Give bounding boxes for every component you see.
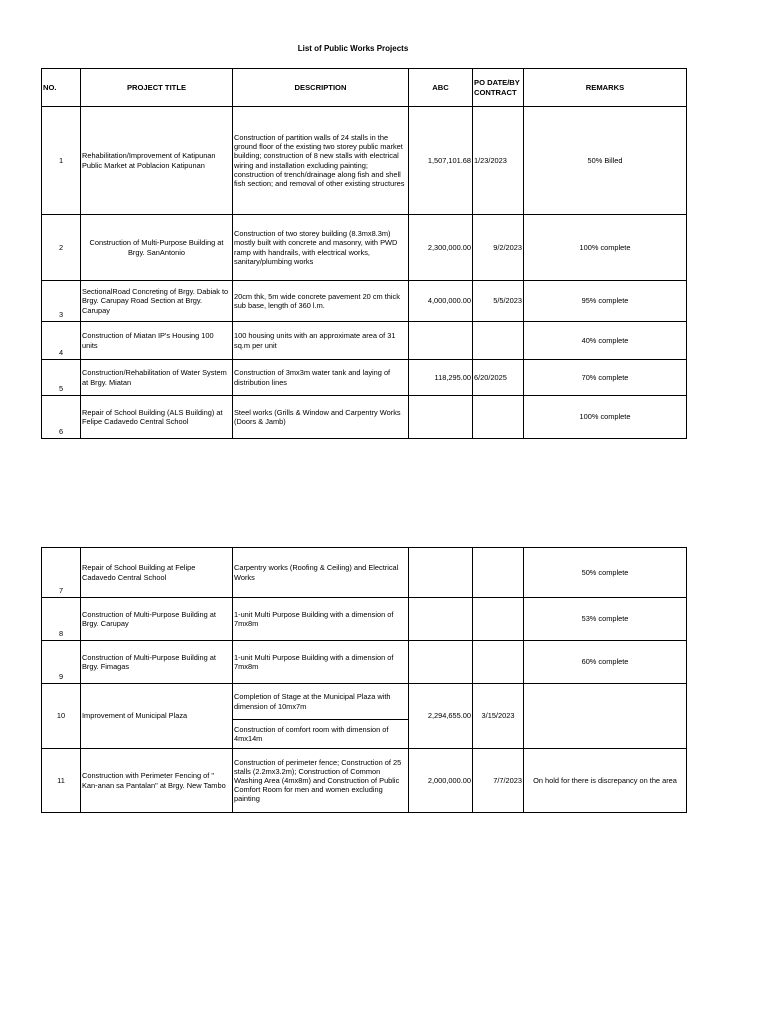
project-title: Construction of Miatan IP's Housing 100 units [81, 322, 233, 360]
header-remarks: REMARKS [524, 69, 687, 107]
project-abc [409, 548, 473, 598]
header-no: NO. [42, 69, 81, 107]
project-description: 1-unit Multi Purpose Building with a dimension of 7mx8m [233, 641, 409, 684]
table-row [42, 641, 687, 684]
project-title: Construction/Rehabilitation of Water System at Brgy. Miatan [81, 360, 233, 396]
projects-table-page-1 [41, 68, 687, 439]
table-row [42, 749, 687, 813]
project-remarks: 53% complete [524, 598, 687, 641]
project-title: Construction of Multi-Purpose Building at Brgy. SanAntonio [81, 215, 233, 281]
project-title: Rehabilitation/Improvement of Katipunan Public Market at Poblacion Katipunan [81, 107, 233, 215]
row-number: 10 [42, 684, 81, 749]
project-abc: 118,295.00 [409, 360, 473, 396]
table-row [42, 396, 687, 439]
project-abc [409, 322, 473, 360]
project-remarks: 100% complete [524, 215, 687, 281]
project-date [473, 641, 524, 684]
row-number: 9 [42, 641, 81, 684]
project-title: Repair of School Building at Felipe Cadavedo Central School [81, 548, 233, 598]
table-row [42, 322, 687, 360]
project-remarks: 100% complete [524, 396, 687, 439]
project-abc [409, 598, 473, 641]
project-date [473, 396, 524, 439]
project-date: 9/2/2023 [473, 215, 524, 281]
table-row [42, 684, 687, 720]
project-description: Construction of two storey building (8.3mx8.3m) mostly built with concrete and masonry, with PWD ramp with handrails, with electrical works, sanitary/plumbing works [233, 215, 409, 281]
project-remarks: 40% complete [524, 322, 687, 360]
row-number: 6 [42, 396, 81, 439]
project-title: Construction of Multi-Purpose Building at Brgy. Fimagas [81, 641, 233, 684]
project-date: 6/20/2025 [473, 360, 524, 396]
header-description: DESCRIPTION [233, 69, 409, 107]
table-row [42, 107, 687, 215]
row-number: 1 [42, 107, 81, 215]
project-date [473, 598, 524, 641]
project-title: Construction of Multi-Purpose Building at Brgy. Carupay [81, 598, 233, 641]
table-row [42, 215, 687, 281]
project-abc: 4,000,000.00 [409, 281, 473, 322]
project-title: Construction with Perimeter Fencing of " Kan-anan sa Pantalan" at Brgy. New Tambo [81, 749, 233, 813]
project-description: 100 housing units with an approximate area of 31 sq.m per unit [233, 322, 409, 360]
project-date [473, 322, 524, 360]
project-date: 5/5/2023 [473, 281, 524, 322]
row-number: 3 [42, 281, 81, 322]
row-number: 2 [42, 215, 81, 281]
project-abc [409, 641, 473, 684]
project-title: Repair of School Building (ALS Building) at Felipe Cadavedo Central School [81, 396, 233, 439]
project-description: Construction of partition walls of 24 stalls in the ground floor of the existing two storey public market building; construction of 8 new stalls with electrical wiring and installation excluding painting; construction of trench/drainage along fish and shell fish section; and removal of other existing structures [233, 107, 409, 215]
row-number: 4 [42, 322, 81, 360]
project-abc: 1,507,101.68 [409, 107, 473, 215]
project-date: 7/7/2023 [473, 749, 524, 813]
project-abc [409, 396, 473, 439]
project-description: Construction of comfort room with dimension of 4mx14m [233, 720, 409, 749]
table-row [42, 281, 687, 322]
project-remarks: 50% complete [524, 548, 687, 598]
project-description: 20cm thk, 5m wide concrete pavement 20 cm thick sub base, length of 360 l.m. [233, 281, 409, 322]
project-date: 1/23/2023 [473, 107, 524, 215]
header-po-date: PO DATE/BY CONTRACT [473, 69, 524, 107]
project-title: Improvement of Municipal Plaza [81, 684, 233, 749]
project-description: Construction of 3mx3m water tank and laying of distribution lines [233, 360, 409, 396]
project-date: 3/15/2023 [473, 684, 524, 749]
project-remarks: 70% complete [524, 360, 687, 396]
project-abc: 2,000,000.00 [409, 749, 473, 813]
row-number: 8 [42, 598, 81, 641]
row-number: 5 [42, 360, 81, 396]
project-title: SectionalRoad Concreting of Brgy. Dabiak to Brgy. Carupay Road Section at Brgy. Carupay [81, 281, 233, 322]
table-row [42, 360, 687, 396]
header-project-title: PROJECT TITLE [81, 69, 233, 107]
projects-table-page-2 [41, 547, 687, 813]
project-description: Steel works (Grills & Window and Carpentry Works (Doors & Jamb) [233, 396, 409, 439]
project-remarks: 50% Billed [524, 107, 687, 215]
project-description: Completion of Stage at the Municipal Plaza with dimension of 10mx7m [233, 684, 409, 720]
project-description: Construction of perimeter fence; Construction of 25 stalls (2.2mx3.2m); Construction of Common Washing Area (4mx8m) and Construction of Public Comfort Room for men and women excluding painting [233, 749, 409, 813]
table-row [42, 598, 687, 641]
row-number: 7 [42, 548, 81, 598]
header-abc: ABC [409, 69, 473, 107]
document-title: List of Public Works Projects [297, 44, 409, 53]
project-remarks: On hold for there is discrepancy on the area [524, 749, 687, 813]
project-remarks: 60% complete [524, 641, 687, 684]
project-description: Carpentry works (Roofing & Ceiling) and Electrical Works [233, 548, 409, 598]
row-number: 11 [42, 749, 81, 813]
project-date [473, 548, 524, 598]
project-remarks [524, 684, 687, 749]
project-abc: 2,294,655.00 [409, 684, 473, 749]
project-remarks: 95% complete [524, 281, 687, 322]
project-description: 1-unit Multi Purpose Building with a dimension of 7mx8m [233, 598, 409, 641]
project-abc: 2,300,000.00 [409, 215, 473, 281]
table-header-row [42, 69, 687, 107]
table-row [42, 548, 687, 598]
